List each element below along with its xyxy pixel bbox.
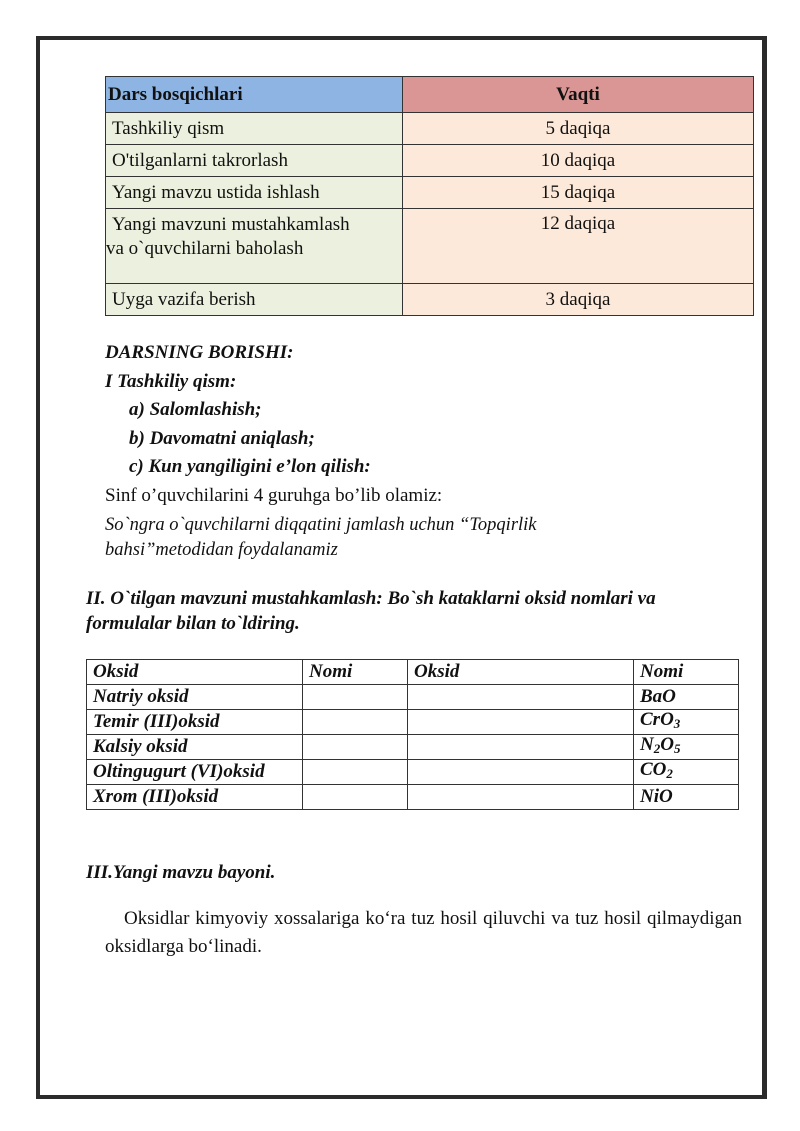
oxide-name-cell: Oltingugurt (VI)oksid — [87, 760, 303, 785]
table-header-row — [87, 660, 739, 685]
table-row — [106, 177, 754, 209]
formula-subscript: 3 — [673, 716, 681, 731]
table-row — [87, 685, 739, 710]
part3-title: III.Yangi mavzu bayoni. — [86, 862, 276, 883]
blank-cell — [303, 785, 408, 810]
oxide-table — [86, 659, 739, 810]
stage-cell: O'tilganlarni takrorlash — [106, 145, 403, 177]
stage-cell-line: va o`quvchilarni baholash — [106, 238, 304, 259]
method-text-line: bahsi”metodidan foydalanamiz — [105, 540, 338, 560]
blank-cell — [408, 785, 634, 810]
oxide-name-cell: Natriy oksid — [87, 685, 303, 710]
blank-cell — [303, 685, 408, 710]
blank-cell — [408, 735, 634, 760]
oxide-column-header: Oksid — [408, 660, 634, 685]
table-row — [87, 785, 739, 810]
stage-cell: Yangi mavzu ustida ishlash — [106, 177, 403, 209]
table-row — [87, 760, 739, 785]
formula-cell: BaO — [634, 685, 739, 710]
part1-item: a) Salomlashish; — [129, 399, 262, 420]
table-header-row — [106, 77, 754, 113]
blank-cell — [408, 710, 634, 735]
formula-subscript: 5 — [673, 741, 681, 756]
stage-cell: Tashkiliy qism — [106, 113, 403, 145]
name-column-header: Nomi — [634, 660, 739, 685]
oxide-name-cell: Temir (III)oksid — [87, 710, 303, 735]
stage-cell — [106, 209, 403, 284]
oxide-name-cell: Kalsiy oksid — [87, 735, 303, 760]
stage-cell: Uyga vazifa berish — [106, 284, 403, 316]
formula-main: CO — [640, 759, 667, 780]
method-text-line: So`ngra o`quvchilarni diqqatini jamlash uchun “Topqirlik — [105, 515, 537, 535]
formula-main: CrO — [640, 709, 674, 730]
formula-cell — [634, 760, 739, 785]
table-row — [106, 209, 754, 284]
time-column-header: Vaqti — [403, 77, 754, 113]
time-cell: 3 daqiqa — [403, 284, 754, 316]
formula-cell — [634, 735, 739, 760]
blank-cell — [303, 735, 408, 760]
part1-item: b) Davomatni aniqlash; — [129, 428, 315, 449]
time-cell: 12 daqiqa — [403, 209, 754, 284]
name-column-header: Nomi — [303, 660, 408, 685]
blank-cell — [303, 710, 408, 735]
lesson-heading: DARSNING BORISHI: — [105, 342, 294, 363]
table-row — [87, 735, 739, 760]
formula-cell: NiO — [634, 785, 739, 810]
groups-text: Sinf o’quvchilarini 4 guruhga bo’lib olamiz: — [105, 485, 443, 506]
time-cell: 10 daqiqa — [403, 145, 754, 177]
table-row — [106, 113, 754, 145]
time-cell: 15 daqiqa — [403, 177, 754, 209]
time-cell: 5 daqiqa — [403, 113, 754, 145]
table-row — [87, 710, 739, 735]
part2-title-line: II. O`tilgan mavzuni mustahkamlash: Bo`sh kataklarni oksid nomlari va — [86, 588, 656, 609]
table-row — [106, 145, 754, 177]
blank-cell — [408, 760, 634, 785]
blank-cell — [303, 760, 408, 785]
lesson-stages-table — [105, 76, 754, 316]
stage-column-header: Dars bosqichlari — [106, 77, 403, 113]
part1-item: c) Kun yangiligini e’lon qilish: — [129, 456, 371, 477]
formula-cell — [634, 710, 739, 735]
part1-title: I Tashkiliy qism: — [105, 371, 237, 392]
formula-main: N — [640, 734, 654, 755]
stage-cell-line: Yangi mavzuni mustahkamlash — [112, 214, 350, 235]
formula-main: O — [660, 734, 674, 755]
formula-subscript: 2 — [666, 766, 673, 781]
blank-cell — [408, 685, 634, 710]
part2-title-line: formulalar bilan to`ldiring. — [86, 613, 300, 634]
oxide-name-cell: Xrom (III)oksid — [87, 785, 303, 810]
oxide-column-header: Oksid — [87, 660, 303, 685]
formula-subscript: 2 — [653, 741, 661, 756]
part3-paragraph: Oksidlar kimyoviy xossalariga ko‘ra tuz hosil qiluvchi va tuz hosil qilmaydigan oksidlarga bo‘linadi. — [105, 908, 742, 957]
table-row — [106, 284, 754, 316]
